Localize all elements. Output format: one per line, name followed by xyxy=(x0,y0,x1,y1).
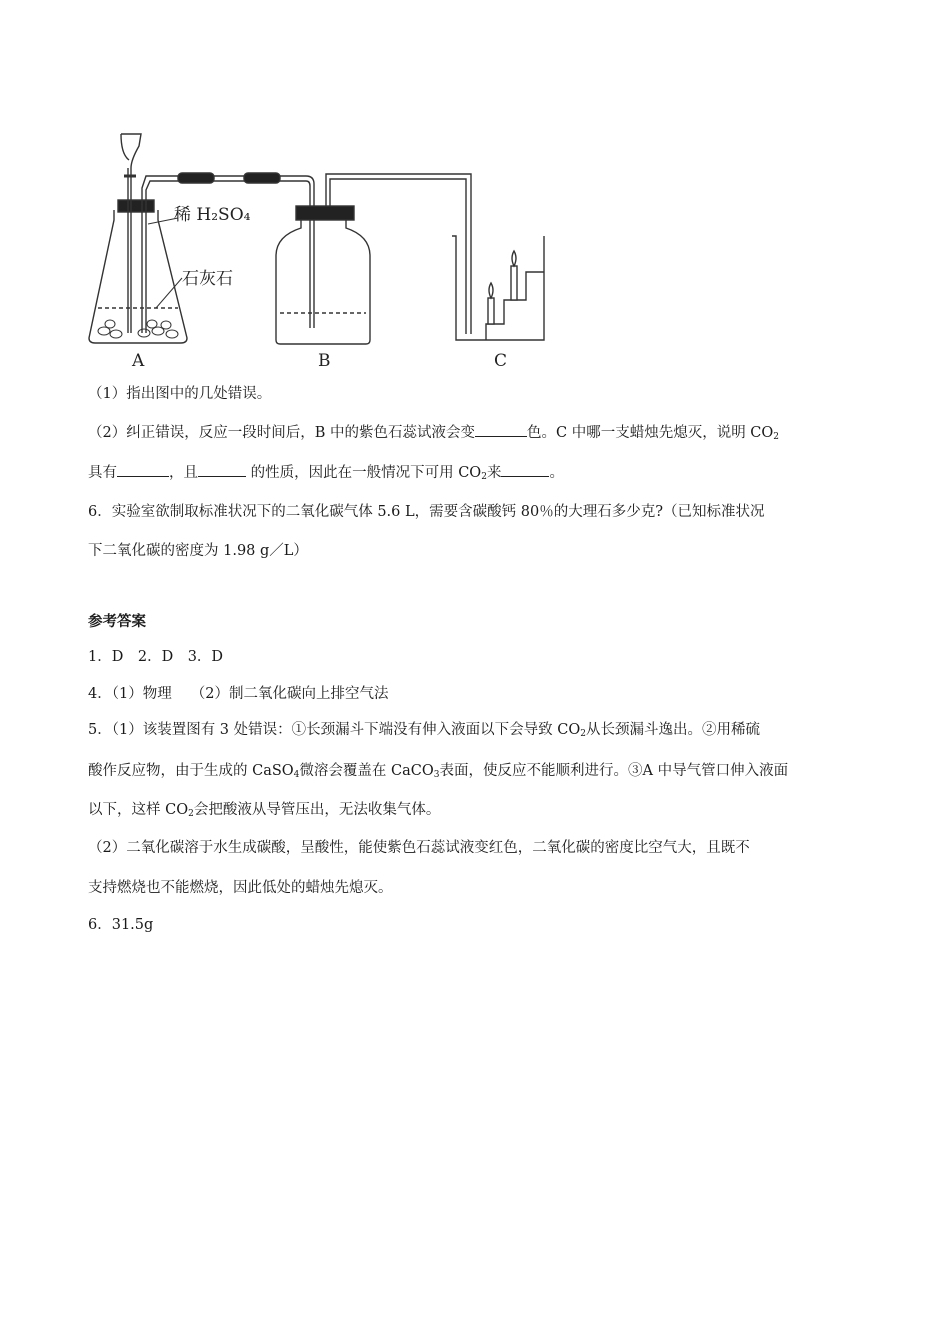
answer-5-line5: 支持燃烧也不能燃烧，因此低处的蜡烛先熄灭。 xyxy=(88,880,393,896)
q5-text-g: 。 xyxy=(549,465,564,481)
subscript: 3 xyxy=(433,770,440,780)
answer-blank-3[interactable] xyxy=(198,462,246,477)
subscript: 2 xyxy=(481,472,487,482)
q5-text-c: 具有 xyxy=(88,465,117,481)
q5-part1: （1）指出图中的几处错误。 xyxy=(88,386,272,402)
answer-5-line4: （2）二氧化碳溶于水生成碳酸，呈酸性，能使紫色石蕊试液变红色，二氧化碳的密度比空气大，且既不 xyxy=(88,840,750,856)
candle-high xyxy=(511,266,517,300)
funnel xyxy=(121,134,141,333)
subscript: 2 xyxy=(188,809,194,819)
stopper-b xyxy=(296,206,354,220)
bottle-b xyxy=(276,218,370,344)
a5-text: 微溶会覆盖在 CaCO xyxy=(299,763,434,779)
a5-text: 酸作反应物，由于生成的 CaSO xyxy=(88,763,294,779)
answers-heading: 参考答案 xyxy=(88,614,146,630)
answer-blank-1[interactable] xyxy=(475,422,527,437)
candle-low xyxy=(488,298,494,324)
q5-text-a: （2）纠正错误，反应一段时间后，B 中的紫色石蕊试液会变 xyxy=(88,425,475,441)
flask-a xyxy=(89,210,187,343)
label-c: C xyxy=(494,351,508,371)
answer-blank-2[interactable] xyxy=(117,462,169,477)
q5-part2-line1 xyxy=(88,421,779,442)
answer-blank-4[interactable] xyxy=(501,462,549,477)
q6-line2: 下二氧化碳的密度为 1.98 g／L） xyxy=(88,543,308,559)
limestone xyxy=(98,320,178,338)
apparatus-figure xyxy=(86,128,556,378)
q5-text-b: 色。C 中哪一支蜡烛先熄灭，说明 CO xyxy=(527,425,774,441)
q5-text-d: ，且 xyxy=(169,465,198,481)
label-acid: 稀 H₂SO₄ xyxy=(174,205,251,225)
answer-5-line2 xyxy=(88,759,788,780)
label-a: A xyxy=(132,351,145,371)
q6-line1: 6．实验室欲制取标准状况下的二氧化碳气体 5.6 L，需要含碳酸钙 80％的大理石多少克?（已知标准状况 xyxy=(88,504,765,520)
q5-part2-line2 xyxy=(88,461,564,482)
a5-text: 会把酸液从导管压出，无法收集气体。 xyxy=(193,802,441,818)
q5-text-e: 的性质，因此在一般情况下可用 CO xyxy=(246,465,482,481)
subscript: 2 xyxy=(773,432,780,442)
stopper-a xyxy=(118,200,154,212)
a5-text: 从长颈漏斗逸出。②用稀硫 xyxy=(585,722,760,738)
label-b: B xyxy=(318,351,331,371)
a5-text: 以下，这样 CO xyxy=(88,802,189,818)
answer-6: 6．31.5g xyxy=(88,917,154,933)
label-limestone: 石灰石 xyxy=(182,269,233,289)
a5-text: 表面，使反应不能顺利进行。③A 中导气管口伸入液面 xyxy=(439,763,789,779)
answer-5-line3 xyxy=(88,798,440,819)
subscript: 4 xyxy=(293,770,300,780)
answer-1-3: 1．D 2．D 3．D xyxy=(88,649,224,665)
q5-text-f: 来 xyxy=(486,465,502,481)
subscript: 2 xyxy=(580,729,586,739)
apparatus-diagram xyxy=(86,128,556,378)
a5-text: 5．（1）该装置图有 3 处错误：①长颈漏斗下端没有伸入液面以下会导致 CO xyxy=(88,722,581,738)
answer-4: 4．（1）物理 （2）制二氧化碳向上排空气法 xyxy=(88,686,389,702)
answer-5-line1 xyxy=(88,718,760,739)
